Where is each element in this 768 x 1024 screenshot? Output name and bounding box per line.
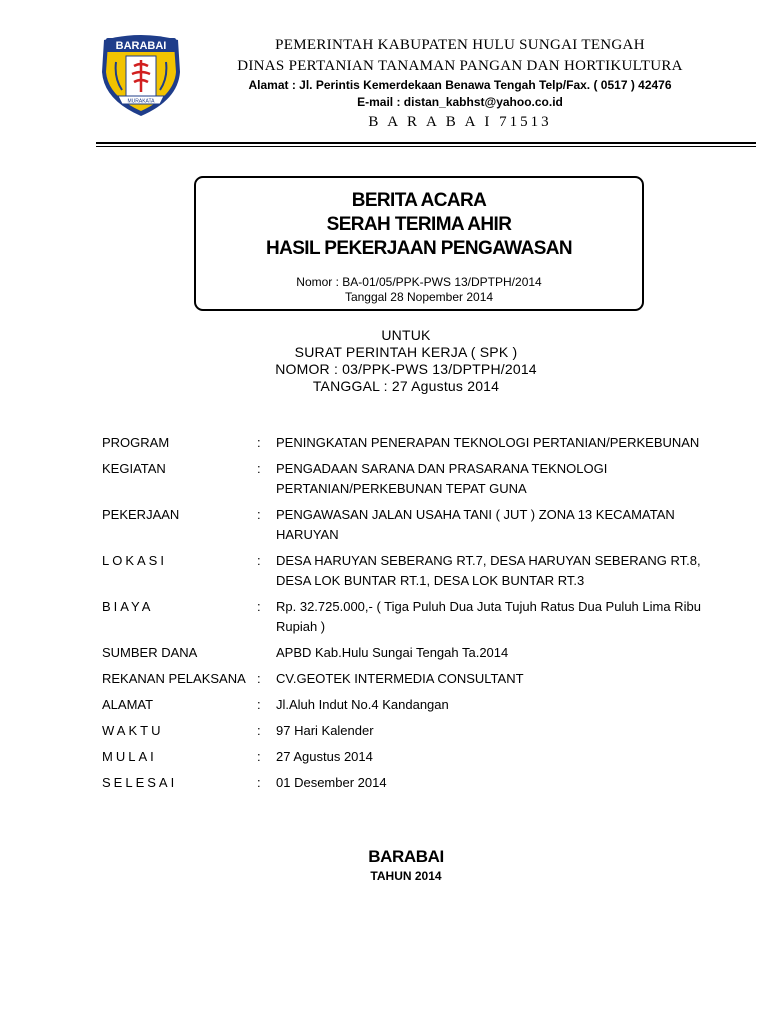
detail-label: ALAMAT <box>102 697 154 712</box>
detail-colon: : <box>257 553 261 568</box>
detail-row-mulai <box>102 747 712 767</box>
letterhead-rule-thin <box>96 146 756 147</box>
document-footer <box>0 846 768 884</box>
detail-colon: : <box>257 775 261 790</box>
detail-colon: : <box>257 723 261 738</box>
detail-colon: : <box>257 507 261 522</box>
logo-banner-text: BARABAI <box>115 40 167 52</box>
detail-value: Jl.Aluh Indut No.4 Kandangan <box>276 697 449 712</box>
detail-colon: : <box>257 697 261 712</box>
detail-row-selesai <box>102 773 712 793</box>
detail-label: MULAI <box>102 749 157 764</box>
detail-label: BIAYA <box>102 599 154 614</box>
detail-colon: : <box>257 599 261 614</box>
detail-value: Rp. 32.725.000,- ( Tiga Puluh Dua Juta Tujuh Ratus Dua Puluh Lima Ribu <box>276 599 701 614</box>
footer-city: BARABAI <box>368 847 444 866</box>
detail-value: DESA HARUYAN SEBERANG RT.7, DESA HARUYAN SEBERANG RT.8, <box>276 553 701 568</box>
city-zip: B A R A B A I 71513 <box>368 114 552 130</box>
letterhead-rule-thick <box>96 142 756 144</box>
detail-label: SELESAI <box>102 775 178 790</box>
detail-row-biaya <box>102 597 712 637</box>
detail-label: SUMBER DANA <box>102 645 198 660</box>
detail-value-cont: Rupiah ) <box>276 619 326 634</box>
detail-colon: : <box>257 671 261 686</box>
detail-label: PEKERJAAN <box>102 507 180 522</box>
detail-row-program <box>102 433 712 453</box>
spk-number: NOMOR : 03/PPK-PWS 13/DPTPH/2014 <box>275 361 537 377</box>
detail-value-cont: HARUYAN <box>276 527 339 542</box>
detail-value: PENGAWASAN JALAN USAHA TANI ( JUT ) ZONA 13 KECAMATAN <box>276 507 675 522</box>
detail-value: APBD Kab.Hulu Sungai Tengah Ta.2014 <box>276 645 509 660</box>
office-email: E-mail : distan_kabhst@yahoo.co.id <box>357 95 563 109</box>
detail-value-cont: DESA LOK BUNTAR RT.1, DESA LOK BUNTAR RT.3 <box>276 573 585 588</box>
logo-ribbon-text: MURAKATA <box>127 98 155 105</box>
detail-row-rekanan <box>102 669 712 689</box>
title-line-2: SERAH TERIMA AHIR <box>326 214 512 235</box>
document-number: Nomor : BA-01/05/PPK-PWS 13/DPTPH/2014 <box>296 275 542 289</box>
government-name: PEMERINTAH KABUPATEN HULU SUNGAI TENGAH <box>275 37 645 53</box>
detail-value: CV.GEOTEK INTERMEDIA CONSULTANT <box>276 671 524 686</box>
footer-year: TAHUN 2014 <box>370 869 442 883</box>
detail-row-alamat <box>102 695 712 715</box>
detail-label: PROGRAM <box>102 435 170 450</box>
spk-date: TANGGAL : 27 Agustus 2014 <box>312 378 500 394</box>
detail-label: KEGIATAN <box>102 461 166 476</box>
office-address: Alamat : Jl. Perintis Kemerdekaan Benawa Tengah Telp/Fax. ( 0517 ) 42476 <box>248 78 672 92</box>
detail-value: PENINGKATAN PENERAPAN TEKNOLOGI PERTANIAN/PERKEBUNAN <box>276 435 700 450</box>
detail-value: 01 Desember 2014 <box>276 775 387 790</box>
untuk-label: UNTUK <box>381 327 431 343</box>
regency-logo <box>96 32 186 118</box>
detail-value-cont: PERTANIAN/PERKEBUNAN TEPAT GUNA <box>276 481 527 496</box>
document-title-box <box>194 176 644 311</box>
spk-title: SURAT PERINTAH KERJA ( SPK ) <box>294 344 518 360</box>
detail-colon: : <box>257 435 261 450</box>
title-line-3: HASIL PEKERJAAN PENGAWASAN <box>265 238 573 259</box>
spk-reference <box>0 327 768 395</box>
detail-value: 97 Hari Kalender <box>276 723 374 738</box>
letterhead <box>200 36 720 131</box>
detail-label: REKANAN PELAKSANA <box>102 671 246 686</box>
detail-row-kegiatan <box>102 459 712 499</box>
detail-row-pekerjaan <box>102 505 712 545</box>
document-date: Tanggal 28 Nopember 2014 <box>344 290 494 304</box>
detail-colon: : <box>257 461 261 476</box>
detail-row-lokasi <box>102 551 712 591</box>
detail-row-waktu <box>102 721 712 741</box>
detail-value: 27 Agustus 2014 <box>276 749 373 764</box>
detail-label: LOKASI <box>102 553 167 568</box>
detail-label: WAKTU <box>102 723 164 738</box>
title-line-1: BERITA ACARA <box>351 190 487 211</box>
detail-colon: : <box>257 749 261 764</box>
department-name: DINAS PERTANIAN TANAMAN PANGAN DAN HORTIKULTURA <box>237 58 683 74</box>
details-list <box>102 433 712 799</box>
detail-row-sumber-dana <box>102 643 712 663</box>
detail-value: PENGADAAN SARANA DAN PRASARANA TEKNOLOGI <box>276 461 608 476</box>
